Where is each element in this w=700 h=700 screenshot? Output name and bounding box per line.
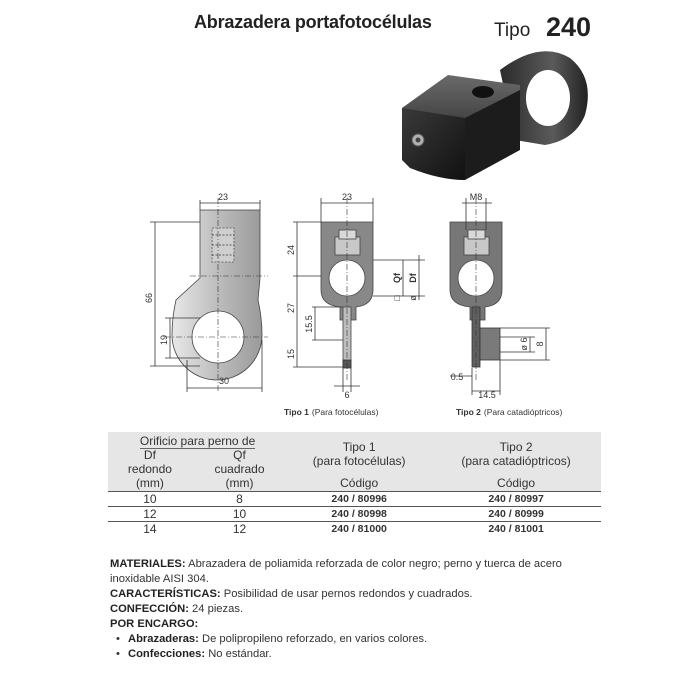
dim-23-mid: 23	[341, 192, 353, 202]
caracteristicas-line: CARACTERÍSTICAS: Posibilidad de usar pernos redondos y cuadrados.	[110, 588, 473, 600]
dim-30: 30	[218, 376, 230, 386]
cell-code-tipo2: 240 / 80997	[431, 492, 601, 507]
unit-qf: (mm)	[192, 476, 287, 492]
codigo-2: Código	[431, 476, 601, 492]
dim-23-left: 23	[217, 192, 229, 202]
dim-66: 66	[144, 292, 154, 304]
dim-14-5: 14.5	[478, 390, 496, 400]
col-tipo1: Tipo 1	[342, 440, 376, 454]
cell-qf: 12	[192, 522, 287, 537]
codigo-1: Código	[287, 476, 431, 492]
dim-8: 8	[535, 341, 545, 347]
product-notes	[110, 557, 590, 662]
confeccion-line: CONFECCIÓN: 24 piezas.	[110, 603, 244, 615]
cell-df: 10	[108, 492, 192, 507]
dim-27: 27	[286, 302, 296, 314]
dim-m8: M8	[469, 192, 483, 202]
diameter-symbol: ø	[408, 295, 418, 301]
col-df: Df	[108, 448, 192, 462]
cell-qf: 10	[192, 507, 287, 522]
product-table	[108, 432, 601, 536]
dim-15-5: 15.5	[304, 315, 314, 333]
col-qf-sub: cuadrado	[192, 462, 287, 476]
cell-df: 12	[108, 507, 192, 522]
dim-0-5: 0.5	[450, 372, 464, 382]
cell-code-tipo2: 240 / 81001	[431, 522, 601, 537]
encargo-list	[110, 632, 590, 662]
dim-dia6: ø 6	[519, 337, 529, 351]
tipo-label: Tipo	[494, 20, 531, 41]
tipo1-drawing	[293, 198, 425, 392]
encargo-heading: POR ENCARGO:	[110, 618, 199, 630]
cell-code-tipo1: 240 / 80998	[287, 507, 431, 522]
page-title: Abrazadera portafotocélulas	[194, 12, 432, 32]
cell-code-tipo1: 240 / 81000	[287, 522, 431, 537]
square-symbol: □	[392, 295, 402, 301]
dim-15: 15	[286, 348, 296, 360]
table-row	[108, 492, 601, 507]
col-tipo2-sub: (para catadióptricos)	[461, 454, 571, 468]
caption-tipo1: Tipo 1 (Para fotocélulas)	[284, 407, 379, 417]
col-tipo1-sub: (para fotocélulas)	[312, 454, 406, 468]
side-view-drawing	[150, 198, 268, 392]
table-row	[108, 522, 601, 537]
col-df-sub: redondo	[108, 462, 192, 476]
dim-19: 19	[159, 334, 169, 346]
materiales-line: MATERIALES: Abrazadera de poliamida reforzada de color negro; perno y tuerca de acero inoxidable AISI 304.	[110, 558, 562, 585]
unit-df: (mm)	[108, 476, 192, 492]
col-tipo2: Tipo 2	[499, 440, 533, 454]
cell-code-tipo2: 240 / 80999	[431, 507, 601, 522]
tipo-number: 240	[546, 12, 592, 42]
col-qf: Qf	[192, 448, 287, 462]
cell-code-tipo1: 240 / 80996	[287, 492, 431, 507]
dim-qf: Qf	[392, 273, 402, 283]
list-item: • Abrazaderas: De polipropileno reforzado, en varios colores.	[128, 632, 590, 647]
group-header: Orificio para perno de	[139, 434, 256, 448]
table-row	[108, 507, 601, 522]
dim-6-bottom: 6	[344, 390, 350, 400]
cell-df: 14	[108, 522, 192, 537]
product-photo	[402, 51, 588, 180]
dim-24: 24	[286, 244, 296, 256]
cell-qf: 8	[192, 492, 287, 507]
tipo2-drawing	[450, 198, 550, 395]
caption-tipo2: Tipo 2 (Para catadióptricos)	[456, 407, 563, 417]
list-item: • Confecciones: No estándar.	[128, 647, 590, 662]
dim-df: Df	[408, 273, 418, 283]
